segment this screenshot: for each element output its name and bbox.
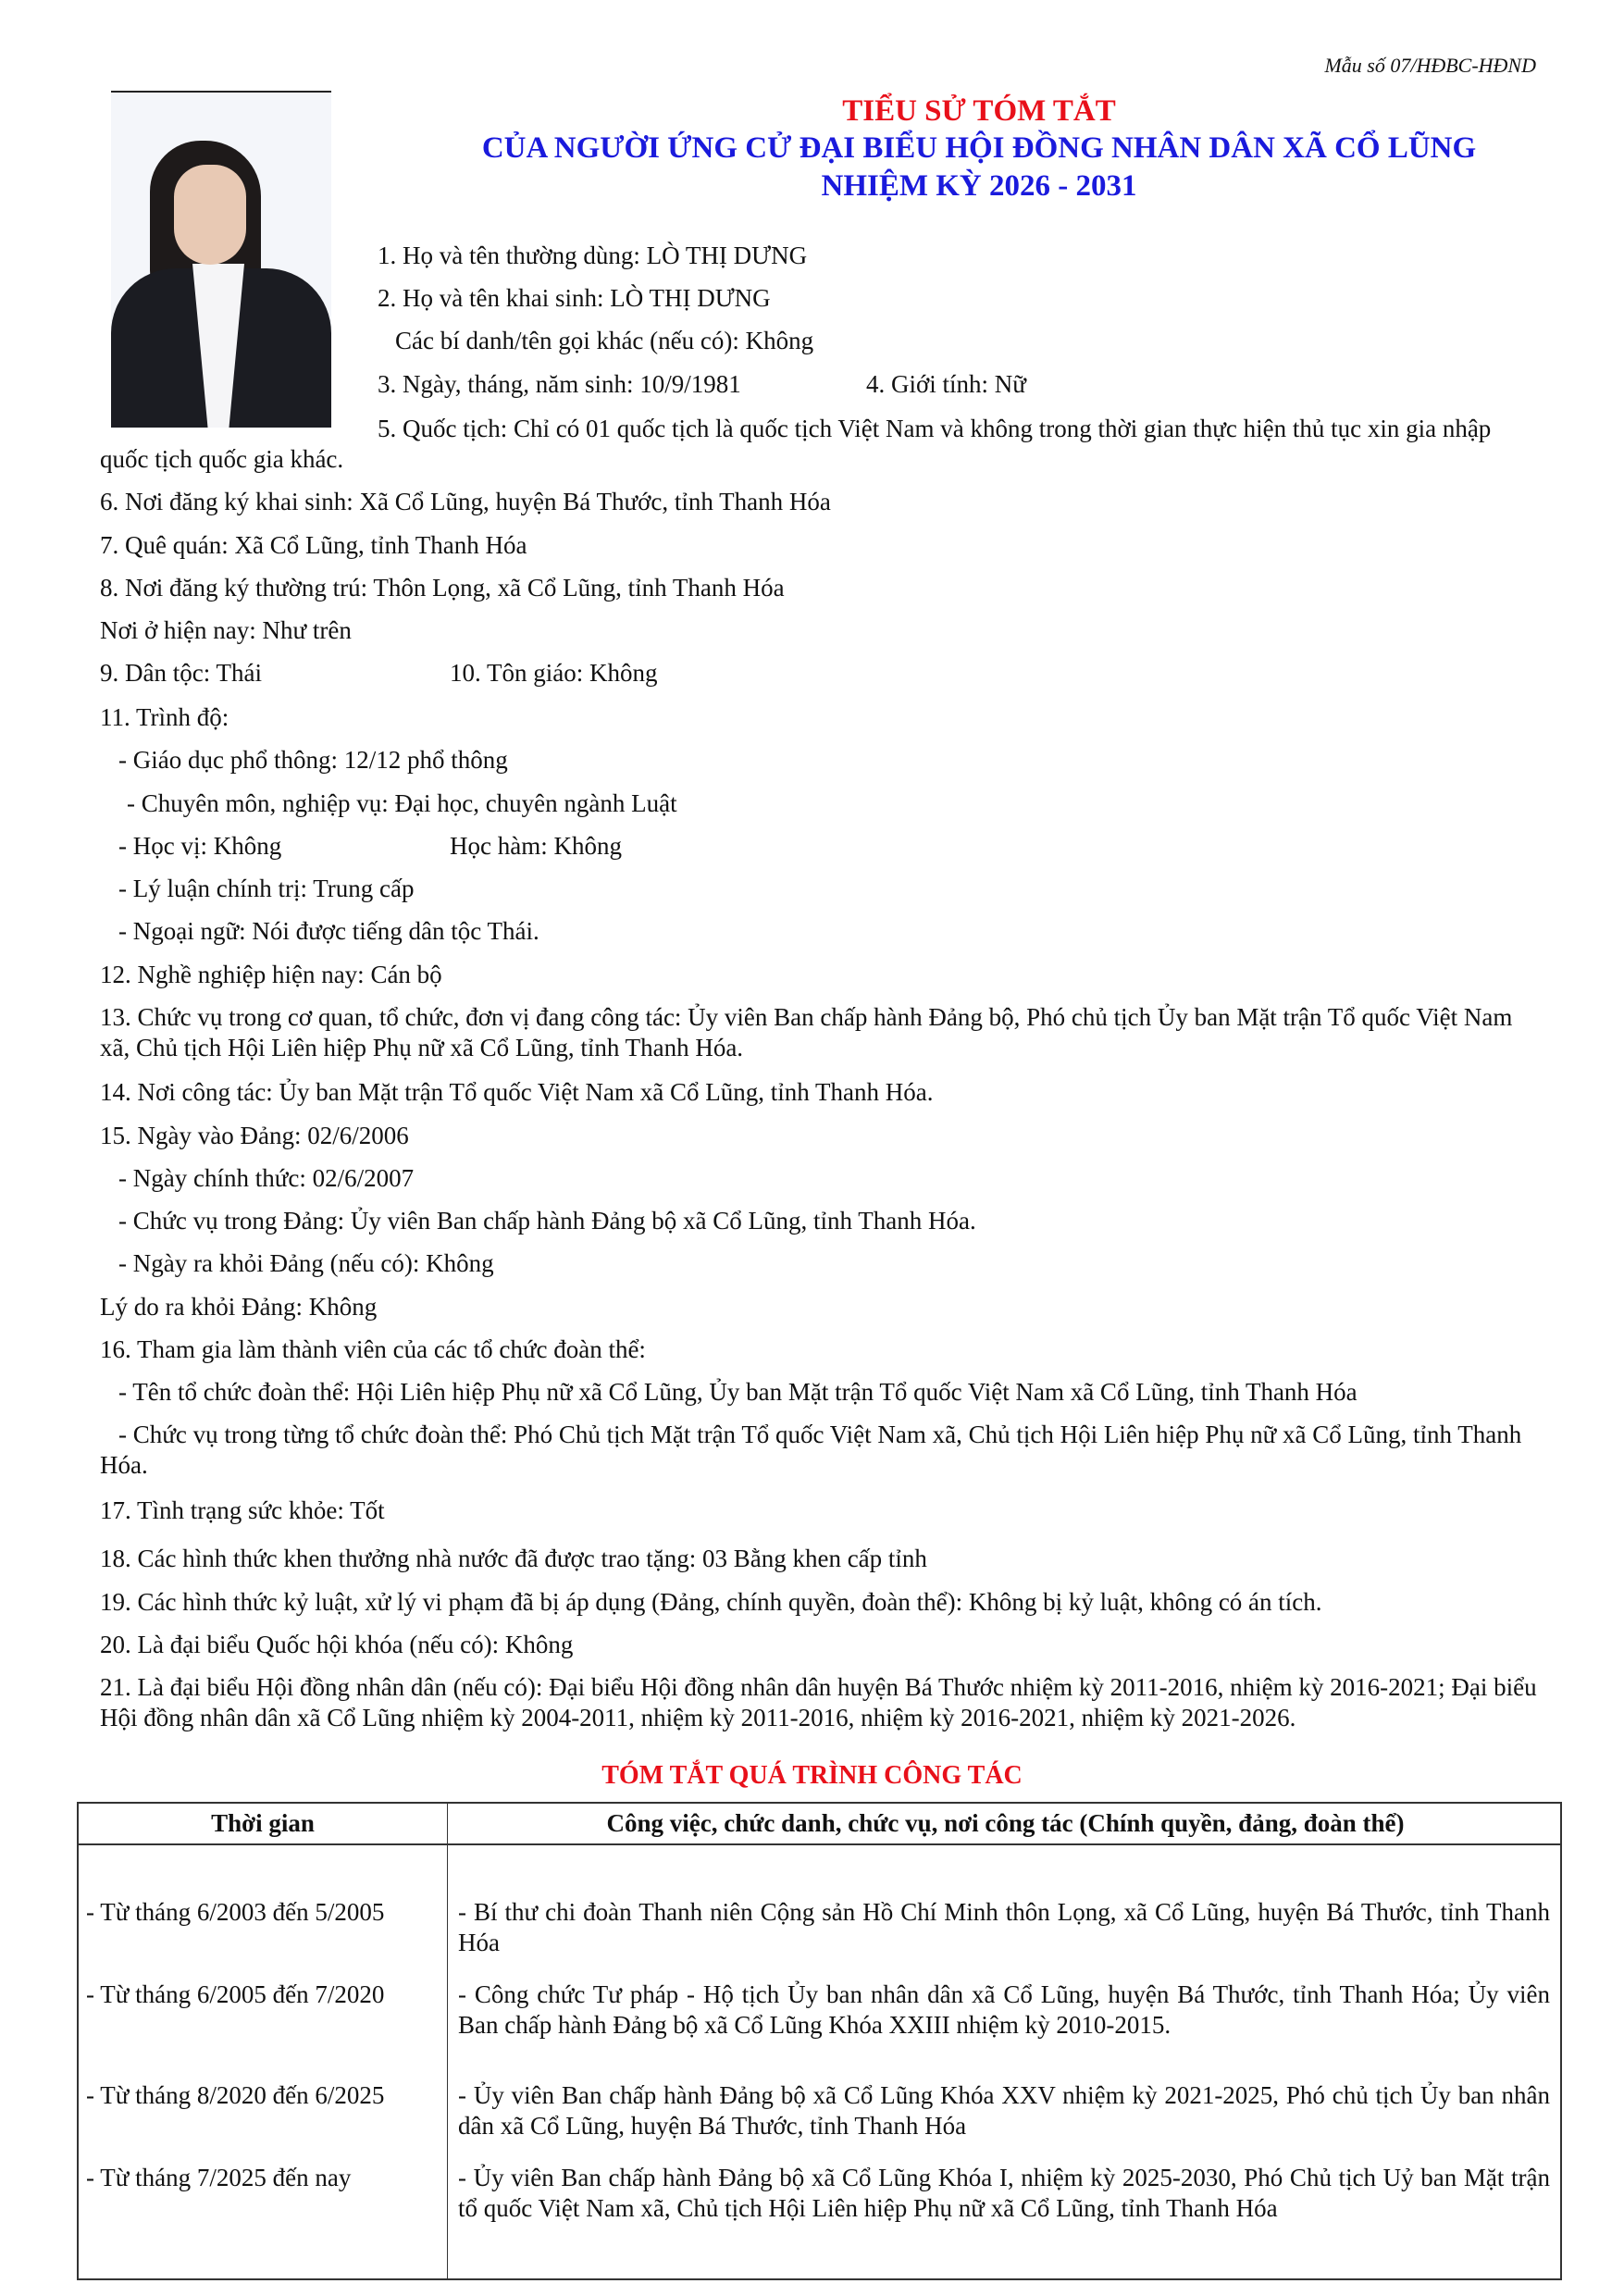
row-description: - Ủy viên Ban chấp hành Đảng bộ xã Cổ Lũng Khóa I, nhiệm kỳ 2025-2030, Phó Chủ tịch Uỷ ban Mặt trận tổ quốc Việt Nam xã, Chủ tịch Hội Liên hiệp Phụ nữ xã Cổ Lũng, tỉnh Thanh Hóa [458,2164,1550,2222]
field-degree: - Học vị: Không [118,832,282,860]
field-birth-name: 2. Họ và tên khai sinh: LÒ THỊ DƯNG [378,284,771,312]
field-party-leave-reason: Lý do ra khỏi Đảng: Không [100,1293,378,1321]
work-history-table [77,1802,1562,2280]
field-residence: 8. Nơi đăng ký thường trú: Thôn Lọng, xã Cổ Lũng, tỉnh Thanh Hóa [100,574,785,602]
field-national-assembly: 20. Là đại biểu Quốc hội khóa (nếu có): Không [100,1631,574,1658]
row-description: - Ủy viên Ban chấp hành Đảng bộ xã Cổ Lũng Khóa XXV nhiệm kỳ 2021-2025, Phó chủ tịch Ủy ban nhân dân xã Cổ Lũng, huyện Bá Thước, tỉnh Thanh Hóa [458,2081,1550,2140]
field-discipline: 19. Các hình thức kỷ luật, xử lý vi phạm đã bị áp dụng (Đảng, chính quyền, đoàn thể): Không bị kỷ luật, không có án tích. [100,1588,1322,1616]
field-council-member: 21. Là đại biểu Hội đồng nhân dân (nếu có): Đại biểu Hội đồng nhân dân huyện Bá Thước nhiệm kỳ 2011-2016, nhiệm kỳ 2016-2021; Đại biểu Hội đồng nhân dân xã Cổ Lũng nhiệm kỳ 2004-2011, nhiệm kỳ 2011-2016, nhiệm kỳ 2016-2021, nhiệm kỳ 2021-2026. [100,1673,1537,1731]
field-party-join: 15. Ngày vào Đảng: 02/6/2006 [100,1122,409,1149]
row-time: - Từ tháng 6/2003 đến 5/2005 [86,1898,385,1926]
row-description: - Bí thư chi đoàn Thanh niên Cộng sản Hồ Chí Minh thôn Lọng, xã Cổ Lũng, huyện Bá Thước, tỉnh Thanh Hóa [458,1898,1550,1956]
field-education: 11. Trình độ: [100,703,229,731]
field-common-name: 1. Họ và tên thường dùng: LÒ THỊ DƯNG [378,242,808,269]
field-language: - Ngoại ngữ: Nói được tiếng dân tộc Thái. [118,917,539,945]
field-organizations: 16. Tham gia làm thành viên của các tổ chức đoàn thể: [100,1335,646,1363]
field-general-education: - Giáo dục phổ thông: 12/12 phổ thông [118,746,508,774]
field-awards: 18. Các hình thức khen thưởng nhà nước đã được trao tặng: 03 Bằng khen cấp tỉnh [100,1545,927,1572]
field-health: 17. Tình trạng sức khỏe: Tốt [100,1496,385,1524]
field-academic-title: Học hàm: Không [450,832,622,860]
candidate-photo [111,91,331,428]
field-aliases: Các bí danh/tên gọi khác (nếu có): Không [395,327,814,354]
field-gender: 4. Giới tính: Nữ [866,370,1026,398]
field-organization-positions: - Chức vụ trong từng tổ chức đoàn thể: Phó Chủ tịch Mặt trận Tổ quốc Việt Nam xã, Chủ tịch Hội Liên hiệp Phụ nữ xã Cổ Lũng, tỉnh Thanh Hóa. [100,1421,1522,1479]
row-time: - Từ tháng 8/2020 đến 6/2025 [86,2081,385,2109]
field-hometown: 7. Quê quán: Xã Cổ Lũng, tỉnh Thanh Hóa [100,531,527,559]
header-time: Thời gian [211,1809,315,1837]
form-number: Mẫu số 07/HĐBC-HĐND [1324,54,1536,77]
header-description: Công việc, chức danh, chức vụ, nơi công tác (Chính quyền, đảng, đoàn thể) [606,1809,1405,1837]
field-birth-place: 6. Nơi đăng ký khai sinh: Xã Cổ Lũng, huyện Bá Thước, tỉnh Thanh Hóa [100,488,831,515]
field-occupation: 12. Nghề nghiệp hiện nay: Cán bộ [100,961,442,988]
field-workplace: 14. Nơi công tác: Ủy ban Mặt trận Tổ quốc Việt Nam xã Cổ Lũng, tỉnh Thanh Hóa. [100,1078,934,1106]
title-line3: NHIỆM KỲ 2026 - 2031 [821,169,1137,203]
field-party-official: - Ngày chính thức: 02/6/2007 [118,1164,415,1192]
field-current-address: Nơi ở hiện nay: Như trên [100,616,352,644]
field-party-leave: - Ngày ra khỏi Đảng (nếu có): Không [118,1249,494,1277]
field-religion: 10. Tôn giáo: Không [450,659,658,687]
section-title: TÓM TẮT QUÁ TRÌNH CÔNG TÁC [601,1761,1023,1790]
field-ethnicity: 9. Dân tộc: Thái [100,659,262,687]
field-party-position: - Chức vụ trong Đảng: Ủy viên Ban chấp hành Đảng bộ xã Cổ Lũng, tỉnh Thanh Hóa. [118,1207,976,1235]
row-time: - Từ tháng 7/2025 đến nay [86,2164,352,2191]
field-organization-names: - Tên tổ chức đoàn thể: Hội Liên hiệp Phụ nữ xã Cổ Lũng, Ủy ban Mặt trận Tổ quốc Việt Nam xã Cổ Lũng, tỉnh Thanh Hóa [118,1378,1357,1406]
row-time: - Từ tháng 6/2005 đến 7/2020 [86,1980,385,2008]
field-dob: 3. Ngày, tháng, năm sinh: 10/9/1981 [378,370,741,398]
row-description: - Công chức Tư pháp - Hộ tịch Ủy ban nhân dân xã Cổ Lũng, huyện Bá Thước, tỉnh Thanh Hóa; Ủy viên Ban chấp hành Đảng bộ xã Cổ Lũng Khóa XXIII nhiệm kỳ 2010-2015. [458,1980,1550,2039]
field-specialty: - Chuyên môn, nghiệp vụ: Đại học, chuyên ngành Luật [127,789,677,817]
title-line1: TIỂU SỬ TÓM TẮT [842,94,1116,128]
field-position: 13. Chức vụ trong cơ quan, tổ chức, đơn vị đang công tác: Ủy viên Ban chấp hành Đảng bộ, Phó chủ tịch Ủy ban Mặt trận Tổ quốc Việt Nam xã, Chủ tịch Hội Liên hiệp Phụ nữ xã Cổ Lũng, tỉnh Thanh Hóa. [100,1003,1513,1061]
field-nationality: 5. Quốc tịch: Chỉ có 01 quốc tịch là quốc tịch Việt Nam và không trong thời gian thực hiện thủ tục xin gia nhập quốc tịch quốc gia khác. [100,415,1492,473]
field-political-theory: - Lý luận chính trị: Trung cấp [118,875,415,902]
title-line2: CỦA NGƯỜI ỨNG CỬ ĐẠI BIỂU HỘI ĐỒNG NHÂN DÂN XÃ CỔ LŨNG [481,131,1477,165]
